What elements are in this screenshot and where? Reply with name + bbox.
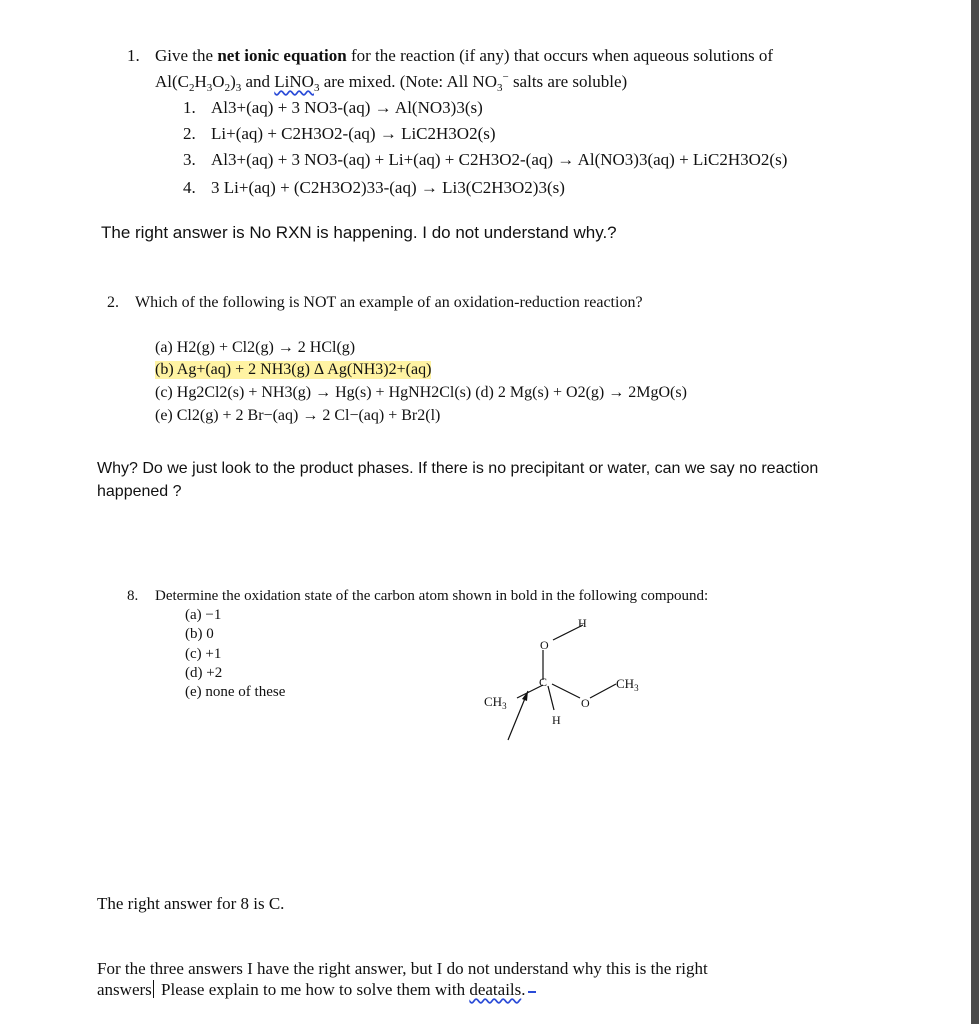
q2-prompt: 2. Which of the following is NOT an example of an oxidation-reduction reaction? xyxy=(107,294,643,311)
text-cursor xyxy=(153,980,154,998)
q1-note: The right answer is No RXN is happening. I do not understand why.? xyxy=(101,223,617,242)
wedge-arrow xyxy=(522,691,528,701)
q1-prompt-line2: $Al(C_2H_3O_2)_3$ and LiNO$_3$ are mixed. (Note: All $NO_3^-$ salts are soluble) xyxy=(155,71,628,94)
atom-c-center: C xyxy=(539,675,548,689)
final-note-line1: For the three answers I have the right answer, but I do not understand why this is the right xyxy=(97,959,708,978)
bond-o-ch3 xyxy=(590,684,616,698)
q8-choice-a: (a) −1 xyxy=(185,607,222,623)
scrollbar[interactable] xyxy=(971,0,979,1024)
q1-choice-1: 1. Al3+(aq) + 3 NO3-(aq) → Al(NO3)3(s) xyxy=(183,98,483,117)
q1-choice-3: 3. Al3+(aq) + 3 NO3-(aq) + Li+(aq) + C2H3O2-(aq) → Al(NO3)3(aq) + LiC2H3O2(s) xyxy=(183,150,788,169)
q1-prompt: 1. Give the net ionic equation for the reaction (if any) that occurs when aqueous solutions of xyxy=(127,46,774,65)
q2-option-a: (a) H2(g) + Cl2(g) → 2 HCl(g) xyxy=(155,339,356,356)
q8-choice-e: (e) none of these xyxy=(185,684,286,700)
q1-choice-2: 2. Li+(aq) + C2H3O2-(aq) → LiC2H3O2(s) xyxy=(183,124,496,143)
bond-c-o xyxy=(552,684,580,698)
group-ch3-right: $CH_3$ xyxy=(616,676,639,693)
q8-choice-b: (b) 0 xyxy=(185,626,214,642)
atom-h-top: H xyxy=(578,616,587,630)
q1-choice-4: 4. 3 Li+(aq) + (C2H3O2)33-(aq) → Li3(C2H3O2)3(s) xyxy=(183,178,565,197)
molecule-structure xyxy=(470,610,660,750)
q8-choice-d: (d) +2 xyxy=(185,665,223,681)
group-ch3-left: $CH_3$ xyxy=(484,694,507,711)
atom-h-bottom: H xyxy=(552,713,561,727)
q8-prompt: 8. Determine the oxidation state of the carbon atom shown in bold in the following compound: xyxy=(127,588,709,604)
final-note-line2: answers Please explain to me how to solve them with deatails. xyxy=(97,980,536,1000)
q2-option-c-d: (c) Hg2Cl2(s) + NH3(g) → Hg(s) + HgNH2Cl(s) (d) 2 Mg(s) + O2(g) → 2MgO(s) xyxy=(155,384,687,401)
q8-choice-c: (c) +1 xyxy=(185,646,222,662)
q2-option-b: (b) Ag+(aq) + 2 NH3(g) Δ Ag(NH3)2+(aq) xyxy=(155,361,432,378)
q2-option-e: (e) Cl2(g) + 2 Br−(aq) → 2 Cl−(aq) + Br2(l) xyxy=(155,407,441,424)
q8-note: The right answer for 8 is C. xyxy=(97,894,285,913)
bond-c-h xyxy=(548,686,554,710)
q2-note: Why? Do we just look to the product phases. If there is no precipitant or water, can we say no reaction happened ? xyxy=(97,460,819,500)
atom-o-right: O xyxy=(581,696,590,710)
atom-o-top: O xyxy=(540,638,549,652)
